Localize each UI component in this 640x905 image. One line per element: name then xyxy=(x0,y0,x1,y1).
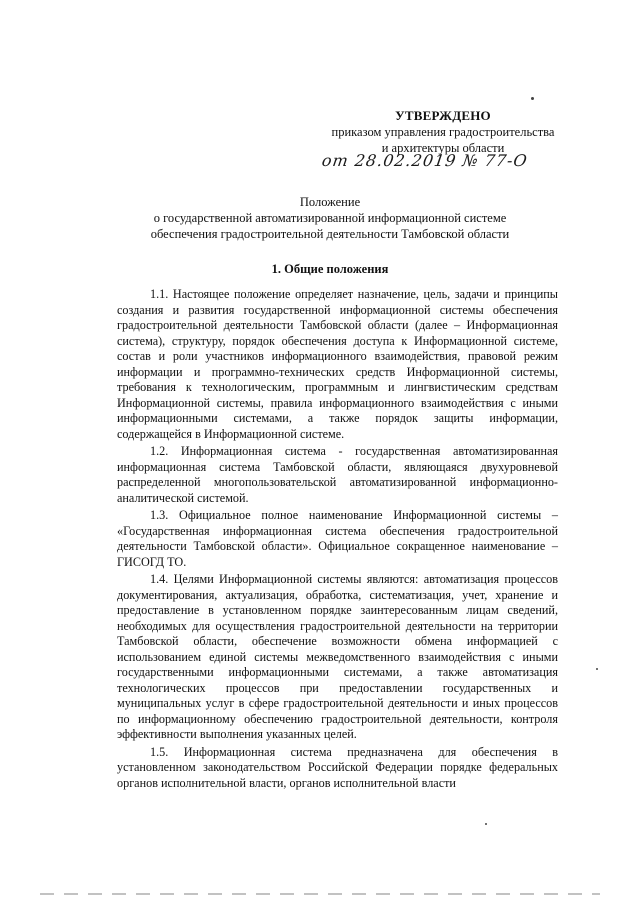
paragraph-1-3: 1.3. Официальное полное наименование Информационной системы – «Государственная информационная система обеспечения градостроительной деятельности Тамбовской области». Официальное сокращенное наименование – ГИСОГД ТО. xyxy=(117,508,558,569)
section-heading: 1. Общие положения xyxy=(271,262,389,276)
document-title xyxy=(110,194,550,242)
scan-speck xyxy=(531,97,534,100)
handwritten-date-number: от 28.02.2019 № 77-О xyxy=(320,151,530,170)
approval-line-2: и архитектуры области xyxy=(381,141,505,155)
scan-speck xyxy=(596,668,598,670)
approval-line-1: приказом управления градостроительства xyxy=(331,125,555,139)
scan-speck xyxy=(485,823,487,825)
document-title-line-3: обеспечения градостроительной деятельности Тамбовской области xyxy=(150,227,510,241)
section-body xyxy=(117,287,558,791)
document-title-line-1: Положение xyxy=(299,195,361,209)
paragraph-1-2: 1.2. Информационная система - государственная автоматизированная информационная система Тамбовской области, являющаяся двухуровневой распределенной многопользовательской автоматизированной информационно-аналитической системой. xyxy=(117,444,558,505)
approval-block xyxy=(318,108,568,156)
paragraph-1-4: 1.4. Целями Информационной системы являются: автоматизация процессов документирования, актуализация, обработка, систематизация, учет, хранение и предоставление в установленном порядке заинтересованным лицам сведений, необходимых для осуществления градостроительной деятельности на территории Тамбовской области, обеспечение возможности обмена информацией с использованием единой системы межведомственного взаимодействия с иными государственными информационными системами, а также автоматизация технологических процессов при предоставлении государственных и муниципальных услуг в сфере градостроительной деятельности и иных процессов по информационному обеспечению градостроительной деятельности, контроля эффективности выполнения указанных целей. xyxy=(117,572,558,741)
document-title-line-2: о государственной автоматизированной информационной системе xyxy=(153,211,507,225)
paragraph-1-1: 1.1. Настоящее положение определяет назначение, цель, задачи и принципы создания и развития государственной информационной системы обеспечения градостроительной деятельности Тамбовской области (далее – Информационная система), структуру, порядок обеспечения доступа к Информационной системе, состав и роли участников информационного взаимодействия, правовой режим информации и программно-технических средств Информационной системы, требования к технологическим, программным и лингвистическим средствам Информационной системы, правила информационного взаимодействия с иными информационными системами, а также порядок защиты информации, содержащейся в Информационной системе. xyxy=(117,287,558,441)
approval-title: УТВЕРЖДЕНО xyxy=(395,108,491,123)
paragraph-1-5: 1.5. Информационная система предназначена для обеспечения в установленном законодательством Российской Федерации порядке федеральных органов исполнительной власти, органов исполнительной власти xyxy=(117,744,558,790)
scan-edge-artifact xyxy=(40,893,600,895)
